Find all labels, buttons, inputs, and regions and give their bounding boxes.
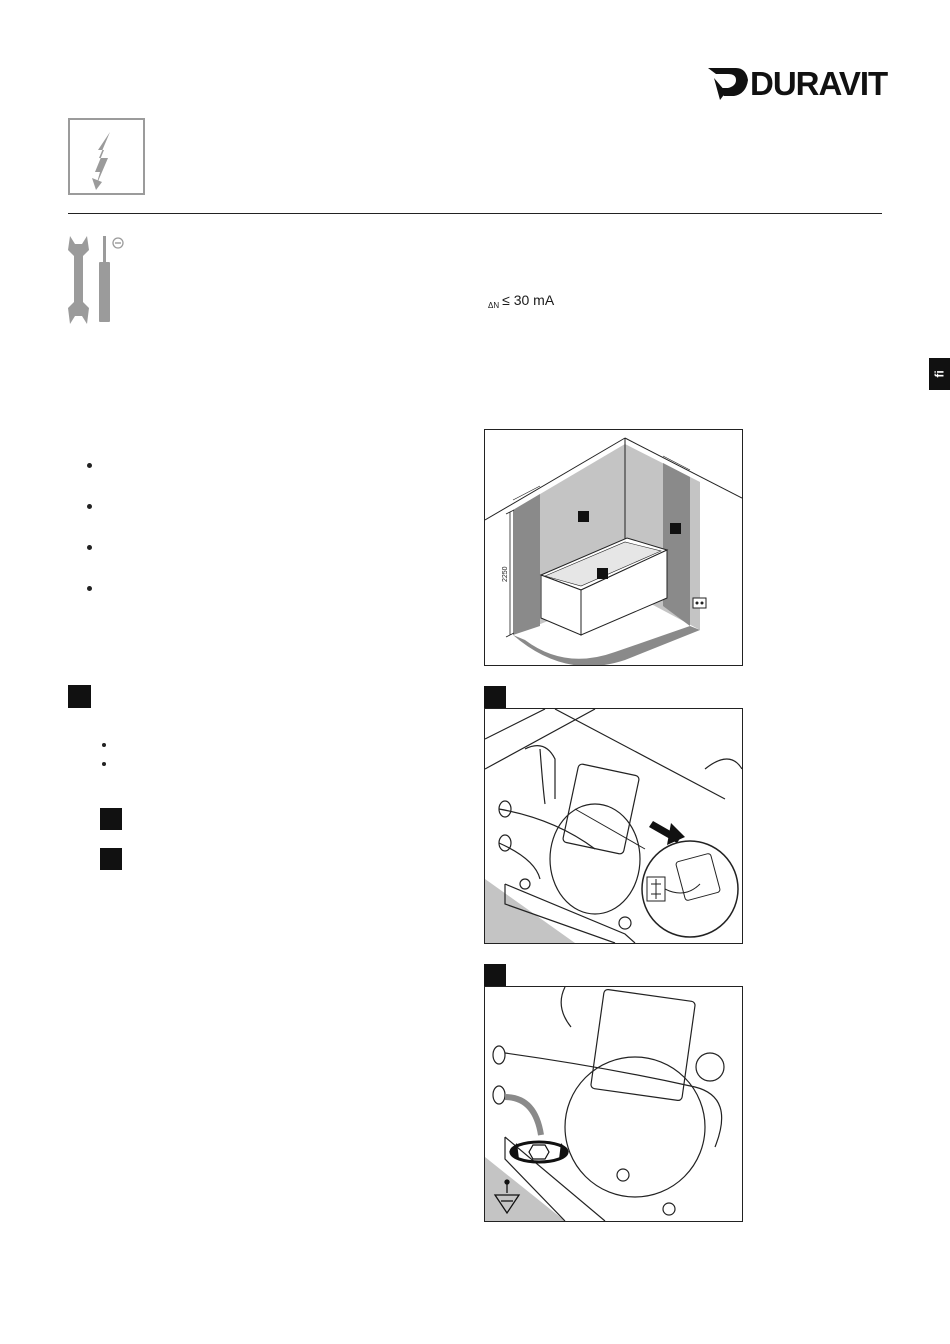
electric-hazard-icon: [70, 120, 143, 193]
list-bullet: [87, 545, 92, 550]
duravit-logo: [706, 62, 890, 102]
step-marker: [68, 685, 91, 708]
header-divider: [68, 213, 882, 214]
language-tab-label: fi: [932, 370, 947, 378]
wrench-screwdriver-icon: [64, 232, 130, 328]
list-bullet: [87, 463, 92, 468]
logo-wordmark: DURAVIT: [750, 65, 888, 102]
pump-connection-figure: [484, 708, 743, 944]
step-marker: [100, 848, 122, 870]
pump-earthing-figure: [484, 986, 743, 1222]
step-marker: [484, 964, 506, 986]
zone-height-label: 2250: [502, 566, 509, 582]
language-tab[interactable]: [929, 358, 950, 390]
rcd-value: ≤ 30 mA: [502, 292, 555, 308]
rcd-rating-note: [488, 292, 554, 308]
rcd-subscript: ΔN: [488, 301, 500, 310]
step-marker: [484, 686, 506, 708]
bathroom-zones-figure: [484, 429, 743, 666]
electric-hazard-box: [68, 118, 145, 195]
list-bullet: [102, 743, 106, 747]
list-bullet: [87, 586, 92, 591]
step-marker: [100, 808, 122, 830]
list-bullet: [87, 504, 92, 509]
list-bullet: [102, 762, 106, 766]
